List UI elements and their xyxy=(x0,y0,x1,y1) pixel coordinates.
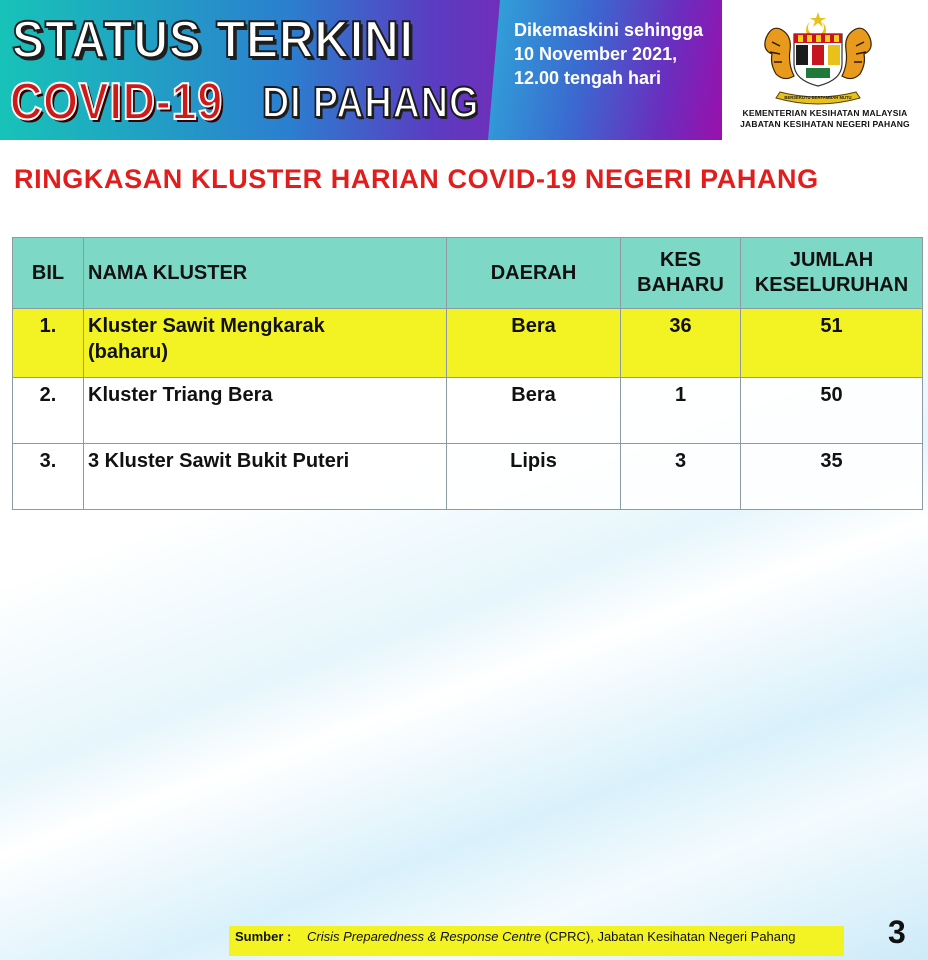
header-kes-line2: BAHARU xyxy=(637,274,724,296)
motto-text: BERSEKUTU BERTAMBAH MUTU xyxy=(784,95,852,100)
ministry-name: KEMENTERIAN KESIHATAN MALAYSIA xyxy=(742,108,908,118)
department-name: JABATAN KESIHATAN NEGERI PAHANG xyxy=(740,119,910,129)
cell-bil: 3. xyxy=(13,444,84,510)
update-line-3: 12.00 tengah hari xyxy=(514,68,662,88)
header-jumlah-line1: JUMLAH xyxy=(789,249,874,271)
table-row xyxy=(13,309,923,378)
title-covid-19: COVID-19 xyxy=(10,73,224,131)
update-line-1: Dikemaskini sehingga xyxy=(514,20,704,40)
source-org-italic: Crisis Preparedness & Response Centre xyxy=(307,929,542,944)
cell-kes-baharu: 36 xyxy=(621,309,741,378)
page-number: 3 xyxy=(888,914,906,950)
cell-bil: 1. xyxy=(13,309,84,378)
update-line-2: 10 November 2021, xyxy=(514,44,678,64)
cell-kes-baharu: 1 xyxy=(621,378,741,444)
cell-daerah: Bera xyxy=(447,309,621,378)
cell-nama xyxy=(84,309,447,378)
source-label: Sumber : xyxy=(235,929,292,944)
header-jumlah-line2: KESELURUHAN xyxy=(754,274,909,296)
header-nama-kluster xyxy=(84,238,447,309)
header-kes-line1: KES xyxy=(659,249,702,271)
cell-bil: 2. xyxy=(13,378,84,444)
title-status-terkini: STATUS TERKINI xyxy=(12,11,414,69)
cell-jumlah: 51 xyxy=(741,309,923,378)
update-timestamp xyxy=(514,18,703,90)
source-org-rest: (CPRC), Jabatan Kesihatan Negeri Pahang xyxy=(541,929,796,944)
header-jumlah-keseluruhan xyxy=(741,238,923,309)
header-bil: BIL xyxy=(13,238,84,309)
cell-nama xyxy=(84,378,447,444)
header-daerah: DAERAH xyxy=(447,238,621,309)
coat-of-arms-logo xyxy=(758,8,878,108)
source-text xyxy=(307,927,795,947)
cell-nama-line1: Kluster Sawit Mengkarak xyxy=(88,315,325,337)
cell-jumlah: 50 xyxy=(741,378,923,444)
header-kes-baharu xyxy=(621,238,741,309)
header-nama-text: NAMA KLUSTER xyxy=(88,261,248,284)
table-header-row xyxy=(13,238,923,309)
cluster-table xyxy=(12,237,923,510)
source-note xyxy=(229,926,844,956)
cell-nama-line1: 3 Kluster Sawit Bukit Puteri xyxy=(88,450,350,472)
cell-nama-line2: (baharu) xyxy=(88,341,168,363)
cell-nama-line1: Kluster Triang Bera xyxy=(88,384,273,406)
table-row xyxy=(13,378,923,444)
page-heading: RINGKASAN KLUSTER HARIAN COVID-19 NEGERI PAHANG xyxy=(14,164,819,194)
ministry-label xyxy=(722,108,928,130)
title-di-pahang: DI PAHANG xyxy=(262,78,480,127)
cell-kes-baharu: 3 xyxy=(621,444,741,510)
cell-jumlah: 35 xyxy=(741,444,923,510)
cell-daerah: Lipis xyxy=(447,444,621,510)
cell-daerah: Bera xyxy=(447,378,621,444)
table-row xyxy=(13,444,923,510)
cell-nama xyxy=(84,444,447,510)
